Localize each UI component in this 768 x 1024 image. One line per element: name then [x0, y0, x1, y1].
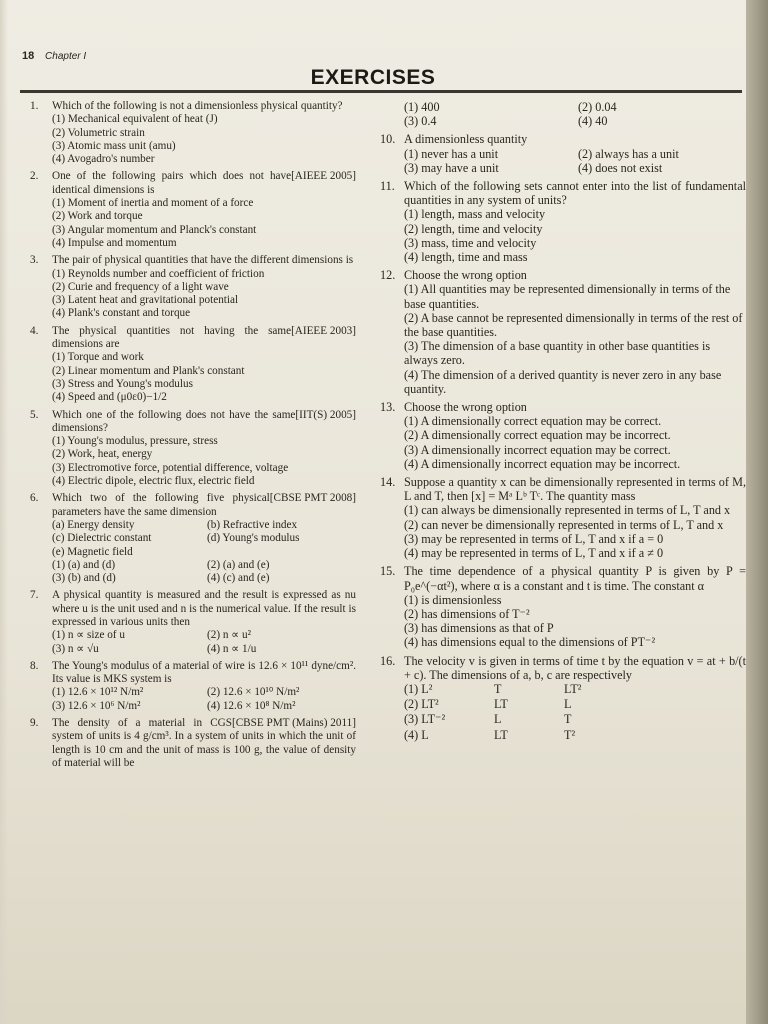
answer-cell: T: [494, 681, 502, 696]
option: (3) Angular momentum and Planck's constant: [52, 223, 257, 236]
question-text: The time dependence of a physical quantity P is given by P = P₀e^(−αt²), where α is a constant and t is time. The constant α: [404, 564, 746, 593]
question: [380, 564, 746, 649]
option: (4) length, time and mass: [404, 250, 528, 265]
option: (3) has dimensions as that of P: [404, 621, 554, 636]
option: (4) has dimensions equal to the dimensions of PT⁻²: [404, 635, 656, 650]
right-column: [380, 100, 746, 746]
option: (2) Curie and frequency of a light wave: [52, 280, 229, 293]
question-text: One of the following pairs which does not have identical dimensions is: [52, 170, 292, 196]
question: [26, 492, 356, 585]
question-body: [52, 254, 356, 320]
question-stem: [52, 492, 356, 519]
question-body: [404, 179, 746, 264]
answer-cell: LT²: [564, 681, 582, 696]
option: (1) All quantities may be represented dimensionally in terms of the base quantities.: [404, 282, 731, 311]
answer-cell: LT: [494, 697, 508, 712]
source-tag: [IIT(S) 2005]: [295, 408, 356, 421]
chapter-label: Chapter I: [45, 51, 87, 62]
option-grid: [52, 629, 356, 656]
question-stem: [52, 589, 356, 629]
question-text: The density of a material in CGS system of units is 4 g/cm³. In a system of units in which the unit of length is 10 cm and the unit of mass is 100 g, the value of density of material will be: [52, 717, 356, 769]
option: (4) Impulse and momentum: [52, 236, 177, 249]
question: [26, 589, 356, 655]
question-text: Which one of the following does not have the same dimensions?: [52, 408, 296, 434]
option: (3) (b) and (d): [52, 572, 116, 585]
option: (1) n ∝ size of u: [52, 629, 125, 642]
question: [380, 654, 746, 742]
option: (3) 12.6 × 10⁶ N/m²: [52, 699, 141, 712]
option: (2) Linear momentum and Plank's constant: [52, 364, 245, 377]
option: (2) always has a unit: [578, 146, 679, 161]
question-text: The pair of physical quantities that have the different dimensions is: [52, 254, 354, 267]
option: (4) 40: [578, 114, 608, 129]
option: (1) Young's modulus, pressure, stress: [52, 435, 218, 448]
question-body: [52, 660, 356, 713]
question-body: [52, 170, 356, 250]
question: [26, 717, 356, 770]
source-tag: [AIEEE 2005]: [291, 170, 356, 183]
question: [380, 400, 746, 471]
question-stem: [52, 409, 356, 436]
question: [26, 254, 356, 320]
option: (1) Mechanical equivalent of heat (J): [52, 113, 218, 126]
answer-table: [404, 682, 746, 742]
question: [380, 100, 746, 128]
question-text: A dimensionless quantity: [404, 132, 528, 147]
answer-cell: (2) LT²: [404, 697, 439, 712]
question-body: [52, 492, 356, 585]
question-number: [380, 100, 404, 128]
question-number: 4.: [30, 324, 39, 337]
question: [26, 170, 356, 250]
option: (3) n ∝ √u: [52, 642, 99, 655]
option: (2) A dimensionally correct equation may be incorrect.: [404, 428, 671, 443]
question-body: [52, 409, 356, 489]
question-body: [404, 475, 746, 560]
option: (2) (a) and (e): [207, 558, 270, 571]
parameter-item: (d) Young's modulus: [207, 532, 300, 545]
question: [26, 409, 356, 489]
question-number: 12.: [380, 268, 396, 283]
option: (4) may be represented in terms of L, T and x if a ≠ 0: [404, 546, 664, 561]
option: (2) Work and torque: [52, 210, 143, 223]
option: (2) n ∝ u²: [207, 629, 251, 642]
question-body: [52, 325, 356, 405]
option: (2) length, time and velocity: [404, 221, 543, 236]
question-number: 15.: [380, 564, 396, 579]
question-text: A physical quantity is measured and the result is expressed as nu where u is the unit used and n is the numerical value. If the result is expressed in various units then: [52, 589, 356, 628]
question: [380, 179, 746, 264]
answer-cell: (3) LT⁻²: [404, 712, 446, 727]
question-stem: [404, 564, 746, 592]
option: (2) A base cannot be represented dimensionally in terms of the rest of the base quantities.: [404, 310, 743, 340]
question-body: [404, 400, 746, 471]
question-stem: [404, 132, 746, 146]
option: (3) 0.4: [404, 114, 437, 129]
question: [26, 100, 356, 166]
question-body: [52, 717, 356, 770]
option: (1) never has a unit: [404, 146, 499, 161]
answer-cell: (4) L: [404, 727, 429, 742]
question: [380, 475, 746, 560]
option: (3) Latent heat and gravitational potential: [52, 294, 239, 307]
answer-cell: L: [564, 697, 572, 712]
option: (4) Plank's constant and torque: [52, 307, 191, 320]
option-grid: [404, 147, 746, 175]
question-text: Which two of the following five physical parameters have the same dimension: [52, 492, 270, 518]
question: [26, 325, 356, 405]
question-body: [404, 564, 746, 649]
option: (3) Atomic mass unit (amu): [52, 139, 176, 152]
option: (1) Torque and work: [52, 351, 144, 364]
option-grid: [52, 686, 356, 713]
source-tag: [CBSE PMT (Mains) 2011]: [231, 717, 356, 730]
question: [380, 268, 746, 396]
option: (2) has dimensions of T⁻²: [404, 606, 530, 621]
parameter-list: [52, 519, 356, 559]
option: (3) may have a unit: [404, 160, 499, 175]
parameter-item: (c) Dielectric constant: [52, 532, 152, 545]
option: (1) Moment of inertia and moment of a force: [52, 197, 254, 210]
option: (3) Stress and Young's modulus: [52, 377, 193, 390]
question-number: 13.: [380, 400, 396, 415]
question-number: 7.: [30, 589, 39, 602]
question-text: Choose the wrong option: [404, 268, 527, 283]
answer-cell: T: [564, 712, 572, 727]
question-number: 1.: [30, 100, 39, 112]
question-stem: [52, 254, 356, 267]
left-column: [26, 100, 356, 774]
question-number: 6.: [30, 492, 39, 505]
option: (3) mass, time and velocity: [404, 235, 537, 250]
option: (2) Volumetric strain: [52, 126, 145, 139]
question-stem: [404, 400, 746, 414]
question-text: Choose the wrong option: [404, 400, 527, 415]
page-shadow: [0, 0, 8, 1024]
option: (4) n ∝ 1/u: [207, 642, 257, 655]
option: (1) A dimensionally correct equation may be correct.: [404, 414, 662, 429]
answer-cell: T²: [564, 727, 576, 742]
question-number: 2.: [30, 170, 39, 183]
section-title: EXERCISES: [310, 66, 436, 89]
question-text: Which of the following sets cannot enter into the list of fundamental quantities in any system of units?: [404, 179, 746, 208]
question-stem: [52, 717, 356, 770]
question-number: 9.: [30, 717, 39, 730]
option-grid: [404, 100, 746, 128]
option: (3) may be represented in terms of L, T and x if a = 0: [404, 531, 664, 546]
option: (3) The dimension of a base quantity in other base quantities is always zero.: [404, 339, 711, 368]
question-number: 16.: [380, 653, 396, 668]
book-edge: [746, 0, 768, 1024]
question-number: 5.: [30, 408, 39, 421]
option: (1) Reynolds number and coefficient of friction: [52, 267, 265, 280]
question-body: [52, 100, 356, 166]
parameter-item: (a) Energy density: [52, 518, 135, 531]
question-number: 10.: [380, 132, 396, 147]
answer-cell: L: [494, 712, 502, 727]
option: (1) 400: [404, 100, 440, 114]
question-text: Suppose a quantity x can be dimensionally represented in terms of M, L and T, then [x] = Mᵃ Lᵇ Tᶜ. The quantity mass: [404, 475, 746, 504]
question-text: Which of the following is not a dimensionless physical quantity?: [52, 100, 343, 112]
question-body: [404, 132, 746, 175]
option: (1) is dimensionless: [404, 592, 502, 607]
option: (1) can always be dimensionally represented in terms of L, T and x: [404, 503, 731, 518]
question-stem: [404, 654, 746, 682]
option: (4) Speed and (μ0ε0)−1/2: [52, 391, 167, 404]
question-text: The physical quantities not having the same dimensions are: [52, 324, 292, 351]
question: [380, 132, 746, 175]
parameter-item: (b) Refractive index: [207, 518, 298, 531]
question-stem: [52, 170, 356, 197]
option: (4) (c) and (e): [207, 572, 270, 585]
option: (4) Electric dipole, electric flux, electric field: [52, 475, 255, 488]
option: (4) does not exist: [578, 160, 663, 175]
question: [26, 660, 356, 713]
question-text: The Young's modulus of a material of wire is 12.6 × 10¹¹ dyne/cm². Its value is MKS system is: [52, 659, 356, 686]
option: (4) 12.6 × 10⁸ N/m²: [207, 699, 296, 712]
option: (1) length, mass and velocity: [404, 207, 546, 222]
question-number: 3.: [30, 254, 39, 267]
page-header: [22, 50, 86, 62]
question-body: [404, 268, 746, 396]
question-number: 11.: [380, 179, 395, 194]
question-body: [52, 589, 356, 655]
option: (4) Avogadro's number: [52, 153, 155, 166]
question-stem: [404, 268, 746, 282]
question-number: 8.: [30, 659, 39, 672]
parameter-item: [207, 546, 356, 559]
question-stem: [52, 325, 356, 352]
question-stem: [404, 475, 746, 503]
question-body: [404, 654, 746, 742]
option: (4) A dimensionally incorrect equation may be incorrect.: [404, 456, 681, 471]
parameter-item: (e) Magnetic field: [52, 545, 133, 558]
answer-cell: (1) L²: [404, 681, 433, 696]
question-body: [404, 100, 746, 128]
source-tag: [AIEEE 2003]: [291, 324, 356, 337]
question-number: 14.: [380, 475, 396, 490]
question-stem: [52, 100, 356, 113]
option-grid: [52, 559, 356, 586]
option: (2) 0.04: [578, 100, 617, 114]
option: (2) Work, heat, energy: [52, 448, 153, 461]
option: (3) A dimensionally incorrect equation may be correct.: [404, 442, 671, 457]
page-number: 18: [22, 50, 35, 62]
option: (2) can never be dimensionally represented in terms of L, T and x: [404, 517, 724, 532]
option: (2) 12.6 × 10¹⁰ N/m²: [207, 686, 300, 699]
option: (1) 12.6 × 10¹² N/m²: [52, 686, 144, 699]
title-rule: [20, 90, 742, 93]
question-text: The velocity v is given in terms of time t by the equation v = at + b/(t + c). The dimensions of a, b, c are respectively: [404, 653, 746, 682]
answer-cell: LT: [494, 727, 508, 742]
option: (4) The dimension of a derived quantity is never zero in any base quantity.: [404, 367, 722, 396]
option: (3) Electromotive force, potential difference, voltage: [52, 461, 289, 474]
source-tag: [CBSE PMT 2008]: [269, 492, 356, 505]
question-stem: [52, 660, 356, 687]
option: (1) (a) and (d): [52, 558, 116, 571]
question-stem: [404, 179, 746, 207]
